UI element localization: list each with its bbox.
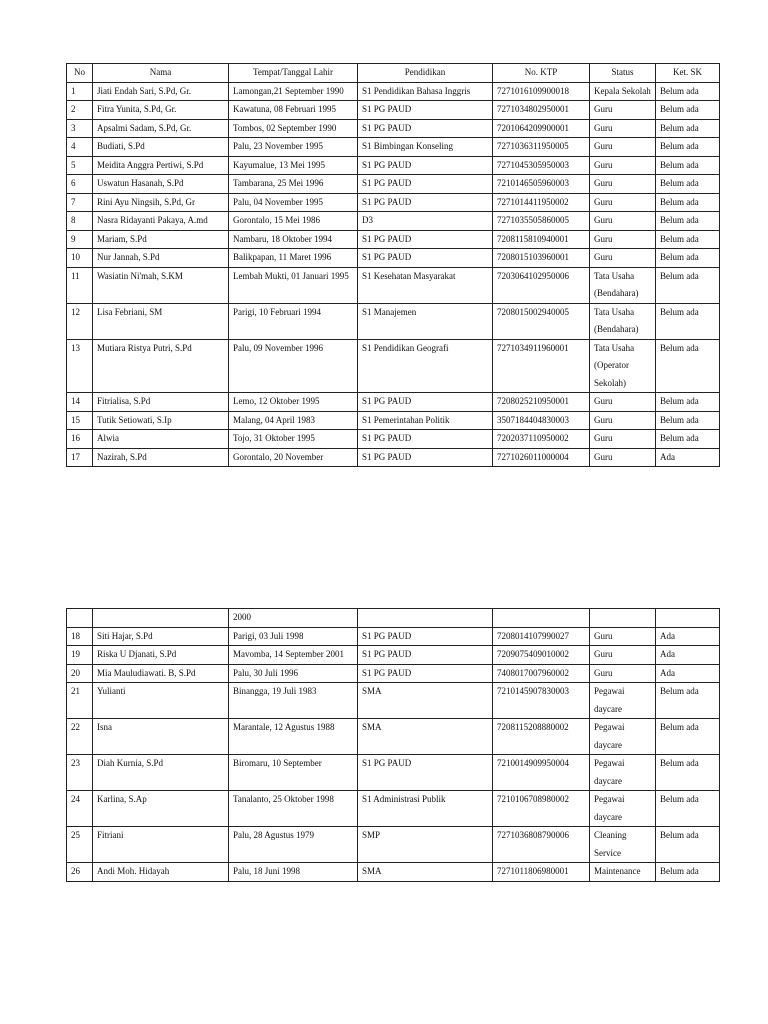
cell-no-ktp: 7271035505860005	[493, 212, 590, 231]
cell-ket-sk: Belum ada	[656, 212, 720, 231]
cell-no: 13	[67, 339, 93, 393]
cell-pendidikan: SMA	[358, 863, 493, 882]
cell-status: Cleaning Service	[590, 827, 656, 863]
cell-ket-sk: Belum ada	[656, 683, 720, 719]
staff-table-page-1	[66, 63, 720, 467]
cell-nama: Isna	[93, 719, 229, 755]
cell-no: 20	[67, 664, 93, 683]
cell-ket-sk: Belum ada	[656, 411, 720, 430]
cell-ket-sk: Belum ada	[656, 755, 720, 791]
cell-no-ktp: 7210146505960003	[493, 175, 590, 194]
cell-pendidikan: S1 Manajemen	[358, 303, 493, 339]
cell-ket-sk: Belum ada	[656, 393, 720, 412]
cell-tempat-tanggal-lahir: Kayumalue, 13 Mei 1995	[229, 156, 358, 175]
cell-ket-sk: Belum ada	[656, 101, 720, 120]
cell-status: Tata Usaha (Bendahara)	[590, 303, 656, 339]
cell-status: Guru	[590, 249, 656, 268]
cell-nama: Wasiatin Ni'mah, S.KM	[93, 267, 229, 303]
cell-no-ktp: 7271034911960001	[493, 339, 590, 393]
cell-no: 21	[67, 683, 93, 719]
table-row	[67, 448, 720, 467]
cell-pendidikan: S1 PG PAUD	[358, 175, 493, 194]
cell-nama: Meidita Anggra Pertiwi, S.Pd	[93, 156, 229, 175]
table-row	[67, 267, 720, 303]
cell-nama: Mutiara Ristya Putri, S.Pd	[93, 339, 229, 393]
cell-ket-sk: Belum ada	[656, 156, 720, 175]
cell-ket-sk: Belum ada	[656, 138, 720, 157]
cell-status: Guru	[590, 411, 656, 430]
cell-no-ktp: 7210145907830003	[493, 683, 590, 719]
cell-nama: Jiati Endah Sari, S.Pd, Gr.	[93, 82, 229, 101]
cell-no: 5	[67, 156, 93, 175]
cell-no-ktp: 7271045305950003	[493, 156, 590, 175]
cell-ket-sk: Belum ada	[656, 230, 720, 249]
cell-status: Guru	[590, 393, 656, 412]
cell-nama: Tutik Setiowati, S.Ip	[93, 411, 229, 430]
cell-pendidikan: S1 Pendidikan Bahasa Inggris	[358, 82, 493, 101]
table-row	[67, 156, 720, 175]
cell-no-ktp: 7202037110950002	[493, 430, 590, 449]
cell-tempat-tanggal-lahir: Marantale, 12 Agustus 1988	[229, 719, 358, 755]
cell-tempat-tanggal-lahir: Tanalanto, 25 Oktober 1998	[229, 791, 358, 827]
cell-status: Kepala Sekolah	[590, 82, 656, 101]
table-row	[67, 393, 720, 412]
cell-no: 11	[67, 267, 93, 303]
cell-no-ktp: 7271014411950002	[493, 193, 590, 212]
cell-status: Pegawai daycare	[590, 755, 656, 791]
cell-no-ktp: 7203064102950006	[493, 267, 590, 303]
cell-no: 3	[67, 119, 93, 138]
cell-status: Guru	[590, 138, 656, 157]
cell-no-ktp: 7271011806980001	[493, 863, 590, 882]
cell-no-ktp: 7408017007960002	[493, 664, 590, 683]
cell-pendidikan: S1 Administrasi Publik	[358, 791, 493, 827]
table-row	[67, 755, 720, 791]
cell-status: Guru	[590, 175, 656, 194]
table-row	[67, 664, 720, 683]
cell-status: Guru	[590, 448, 656, 467]
cell-no: 14	[67, 393, 93, 412]
header-pendidikan: Pendidikan	[358, 64, 493, 83]
cell-tempat-tanggal-lahir: Lemo, 12 Oktober 1995	[229, 393, 358, 412]
cell-tempat-tanggal-lahir: Balikpapan, 11 Maret 1996	[229, 249, 358, 268]
header-no: No	[67, 64, 93, 83]
table-row	[67, 101, 720, 120]
cell-tempat-tanggal-lahir: Malang, 04 April 1983	[229, 411, 358, 430]
header-status: Status	[590, 64, 656, 83]
cell-no-ktp: 3507184404830003	[493, 411, 590, 430]
cell-no-ktp: 7208015002940005	[493, 303, 590, 339]
cell-tempat-tanggal-lahir: 2000	[229, 609, 358, 628]
table-row	[67, 230, 720, 249]
cell-status: Maintenance	[590, 863, 656, 882]
cell-no: 12	[67, 303, 93, 339]
table-row	[67, 719, 720, 755]
cell-no: 2	[67, 101, 93, 120]
cell-ket-sk: Belum ada	[656, 267, 720, 303]
cell-status	[590, 609, 656, 628]
cell-tempat-tanggal-lahir: Palu, 09 November 1996	[229, 339, 358, 393]
cell-pendidikan: SMA	[358, 683, 493, 719]
cell-no: 16	[67, 430, 93, 449]
cell-status: Guru	[590, 212, 656, 231]
cell-pendidikan: S1 Pemerintahan Politik	[358, 411, 493, 430]
cell-ket-sk: Belum ada	[656, 303, 720, 339]
cell-nama: Karlina, S.Ap	[93, 791, 229, 827]
cell-status: Tata Usaha (Bendahara)	[590, 267, 656, 303]
table-header-row	[67, 64, 720, 83]
table-row	[67, 791, 720, 827]
cell-status: Guru	[590, 664, 656, 683]
cell-no: 25	[67, 827, 93, 863]
cell-pendidikan: S1 Pendidikan Geografi	[358, 339, 493, 393]
cell-nama: Rini Ayu Ningsih, S.Pd, Gr	[93, 193, 229, 212]
table-row	[67, 863, 720, 882]
cell-pendidikan: S1 PG PAUD	[358, 646, 493, 665]
cell-status: Pegawai daycare	[590, 791, 656, 827]
cell-tempat-tanggal-lahir: Mavomba, 14 September 2001	[229, 646, 358, 665]
cell-nama: Apsalmi Sadam, S.Pd, Gr.	[93, 119, 229, 138]
cell-ket-sk: Ada	[656, 664, 720, 683]
table-row	[67, 646, 720, 665]
cell-status: Guru	[590, 430, 656, 449]
cell-tempat-tanggal-lahir: Parigi, 03 Juli 1998	[229, 627, 358, 646]
cell-ket-sk: Belum ada	[656, 863, 720, 882]
cell-pendidikan: S1 PG PAUD	[358, 119, 493, 138]
cell-nama: Andi Moh. Hidayah	[93, 863, 229, 882]
cell-tempat-tanggal-lahir: Palu, 30 Juli 1996	[229, 664, 358, 683]
cell-status: Guru	[590, 230, 656, 249]
cell-nama: Nasra Ridayanti Pakaya, A.md	[93, 212, 229, 231]
cell-nama: Diah Kurnia, S.Pd	[93, 755, 229, 791]
cell-nama: Fitriani	[93, 827, 229, 863]
cell-no: 7	[67, 193, 93, 212]
cell-status: Guru	[590, 101, 656, 120]
table-row	[67, 411, 720, 430]
cell-no: 6	[67, 175, 93, 194]
cell-tempat-tanggal-lahir: Biromaru, 10 September	[229, 755, 358, 791]
table-row	[67, 138, 720, 157]
cell-no-ktp: 7210106708980002	[493, 791, 590, 827]
cell-pendidikan: SMA	[358, 719, 493, 755]
cell-no-ktp: 7208015103960001	[493, 249, 590, 268]
cell-no: 26	[67, 863, 93, 882]
cell-tempat-tanggal-lahir: Palu, 23 November 1995	[229, 138, 358, 157]
table-row	[67, 339, 720, 393]
cell-no: 18	[67, 627, 93, 646]
cell-tempat-tanggal-lahir: Gorontalo, 20 November	[229, 448, 358, 467]
table-row	[67, 827, 720, 863]
cell-pendidikan: S1 PG PAUD	[358, 755, 493, 791]
table-row	[67, 303, 720, 339]
cell-nama: Lisa Febriani, SM	[93, 303, 229, 339]
cell-ket-sk: Ada	[656, 646, 720, 665]
table-row	[67, 119, 720, 138]
cell-no-ktp: 7271036808790006	[493, 827, 590, 863]
cell-no-ktp: 7208115208880002	[493, 719, 590, 755]
cell-tempat-tanggal-lahir: Gorontalo, 15 Mei 1986	[229, 212, 358, 231]
cell-pendidikan: S1 PG PAUD	[358, 156, 493, 175]
cell-tempat-tanggal-lahir: Tambarana, 25 Mei 1996	[229, 175, 358, 194]
cell-no: 22	[67, 719, 93, 755]
cell-status: Guru	[590, 627, 656, 646]
cell-no	[67, 609, 93, 628]
cell-no: 10	[67, 249, 93, 268]
cell-no-ktp	[493, 609, 590, 628]
cell-ket-sk: Belum ada	[656, 249, 720, 268]
cell-no-ktp: 7208014107990027	[493, 627, 590, 646]
cell-nama: Alwia	[93, 430, 229, 449]
cell-no-ktp: 7209075409010002	[493, 646, 590, 665]
cell-ket-sk: Belum ada	[656, 339, 720, 393]
cell-status: Guru	[590, 156, 656, 175]
cell-status: Tata Usaha (Operator Sekolah)	[590, 339, 656, 393]
cell-tempat-tanggal-lahir: Binangga, 19 Juli 1983	[229, 683, 358, 719]
cell-no-ktp: 7210014909950004	[493, 755, 590, 791]
cell-pendidikan: S1 PG PAUD	[358, 193, 493, 212]
cell-tempat-tanggal-lahir: Lembah Mukti, 01 Januari 1995	[229, 267, 358, 303]
cell-nama: Fitrialisa, S.Pd	[93, 393, 229, 412]
cell-no: 23	[67, 755, 93, 791]
cell-ket-sk: Belum ada	[656, 193, 720, 212]
cell-pendidikan	[358, 609, 493, 628]
cell-tempat-tanggal-lahir: Nambaru, 18 Oktober 1994	[229, 230, 358, 249]
cell-ket-sk: Belum ada	[656, 430, 720, 449]
cell-no-ktp: 7271034802950001	[493, 101, 590, 120]
cell-nama: Nur Jannah, S.Pd	[93, 249, 229, 268]
cell-pendidikan: D3	[358, 212, 493, 231]
table-row	[67, 212, 720, 231]
cell-tempat-tanggal-lahir: Palu, 18 Juni 1998	[229, 863, 358, 882]
table-row	[67, 82, 720, 101]
header-nama: Nama	[93, 64, 229, 83]
header-no-ktp: No. KTP	[493, 64, 590, 83]
cell-no-ktp: 7208115810940001	[493, 230, 590, 249]
cell-nama: Riska U Djanati, S.Pd	[93, 646, 229, 665]
cell-ket-sk: Belum ada	[656, 719, 720, 755]
cell-status: Guru	[590, 193, 656, 212]
cell-no: 17	[67, 448, 93, 467]
cell-no: 24	[67, 791, 93, 827]
cell-no-ktp: 7208025210950001	[493, 393, 590, 412]
cell-pendidikan: S1 PG PAUD	[358, 101, 493, 120]
cell-status: Guru	[590, 646, 656, 665]
cell-ket-sk: Ada	[656, 448, 720, 467]
cell-ket-sk: Belum ada	[656, 791, 720, 827]
cell-pendidikan: S1 PG PAUD	[358, 230, 493, 249]
cell-no-ktp: 7201064209900001	[493, 119, 590, 138]
cell-pendidikan: S1 PG PAUD	[358, 430, 493, 449]
table-row	[67, 627, 720, 646]
header-tempat-tanggal-lahir: Tempat/Tanggal Lahir	[229, 64, 358, 83]
cell-tempat-tanggal-lahir: Lamongan,21 September 1990	[229, 82, 358, 101]
cell-nama: Siti Hajar, S.Pd	[93, 627, 229, 646]
cell-nama: Fitra Yunita, S.Pd, Gr.	[93, 101, 229, 120]
cell-nama: Nazirah, S.Pd	[93, 448, 229, 467]
cell-tempat-tanggal-lahir: Palu, 04 November 1995	[229, 193, 358, 212]
cell-ket-sk: Belum ada	[656, 827, 720, 863]
cell-no: 4	[67, 138, 93, 157]
cell-status: Pegawai daycare	[590, 719, 656, 755]
cell-no: 19	[67, 646, 93, 665]
cell-pendidikan: S1 PG PAUD	[358, 249, 493, 268]
cell-pendidikan: S1 PG PAUD	[358, 627, 493, 646]
cell-nama: Uswatun Hasanah, S.Pd	[93, 175, 229, 194]
cell-tempat-tanggal-lahir: Tojo, 31 Oktober 1995	[229, 430, 358, 449]
table-row	[67, 193, 720, 212]
cell-tempat-tanggal-lahir: Parigi, 10 Februari 1994	[229, 303, 358, 339]
cell-no-ktp: 7271026011000004	[493, 448, 590, 467]
cell-no: 15	[67, 411, 93, 430]
table-row	[67, 249, 720, 268]
cell-status: Pegawai daycare	[590, 683, 656, 719]
cell-ket-sk: Belum ada	[656, 82, 720, 101]
cell-no: 8	[67, 212, 93, 231]
cell-no: 1	[67, 82, 93, 101]
staff-table-page-2	[66, 608, 720, 882]
cell-ket-sk	[656, 609, 720, 628]
cell-pendidikan: SMP	[358, 827, 493, 863]
table-row	[67, 683, 720, 719]
cell-nama	[93, 609, 229, 628]
table-row	[67, 175, 720, 194]
cell-pendidikan: S1 Kesehatan Masyarakat	[358, 267, 493, 303]
cell-tempat-tanggal-lahir: Kawatuna, 08 Februari 1995	[229, 101, 358, 120]
cell-no: 9	[67, 230, 93, 249]
cell-ket-sk: Belum ada	[656, 175, 720, 194]
cell-tempat-tanggal-lahir: Palu, 28 Agustus 1979	[229, 827, 358, 863]
cell-nama: Mia Mauludiawati. B, S.Pd	[93, 664, 229, 683]
cell-tempat-tanggal-lahir: Tombos, 02 September 1990	[229, 119, 358, 138]
table-row	[67, 609, 720, 628]
cell-no-ktp: 7271036311950005	[493, 138, 590, 157]
cell-status: Guru	[590, 119, 656, 138]
header-ket-sk: Ket. SK	[656, 64, 720, 83]
table-row	[67, 430, 720, 449]
cell-nama: Mariam, S.Pd	[93, 230, 229, 249]
cell-no-ktp: 7271016109900018	[493, 82, 590, 101]
cell-pendidikan: S1 PG PAUD	[358, 448, 493, 467]
cell-ket-sk: Belum ada	[656, 119, 720, 138]
cell-pendidikan: S1 PG PAUD	[358, 664, 493, 683]
cell-nama: Yulianti	[93, 683, 229, 719]
cell-nama: Budiati, S.Pd	[93, 138, 229, 157]
cell-pendidikan: S1 Bimbingan Konseling	[358, 138, 493, 157]
cell-ket-sk: Ada	[656, 627, 720, 646]
cell-pendidikan: S1 PG PAUD	[358, 393, 493, 412]
